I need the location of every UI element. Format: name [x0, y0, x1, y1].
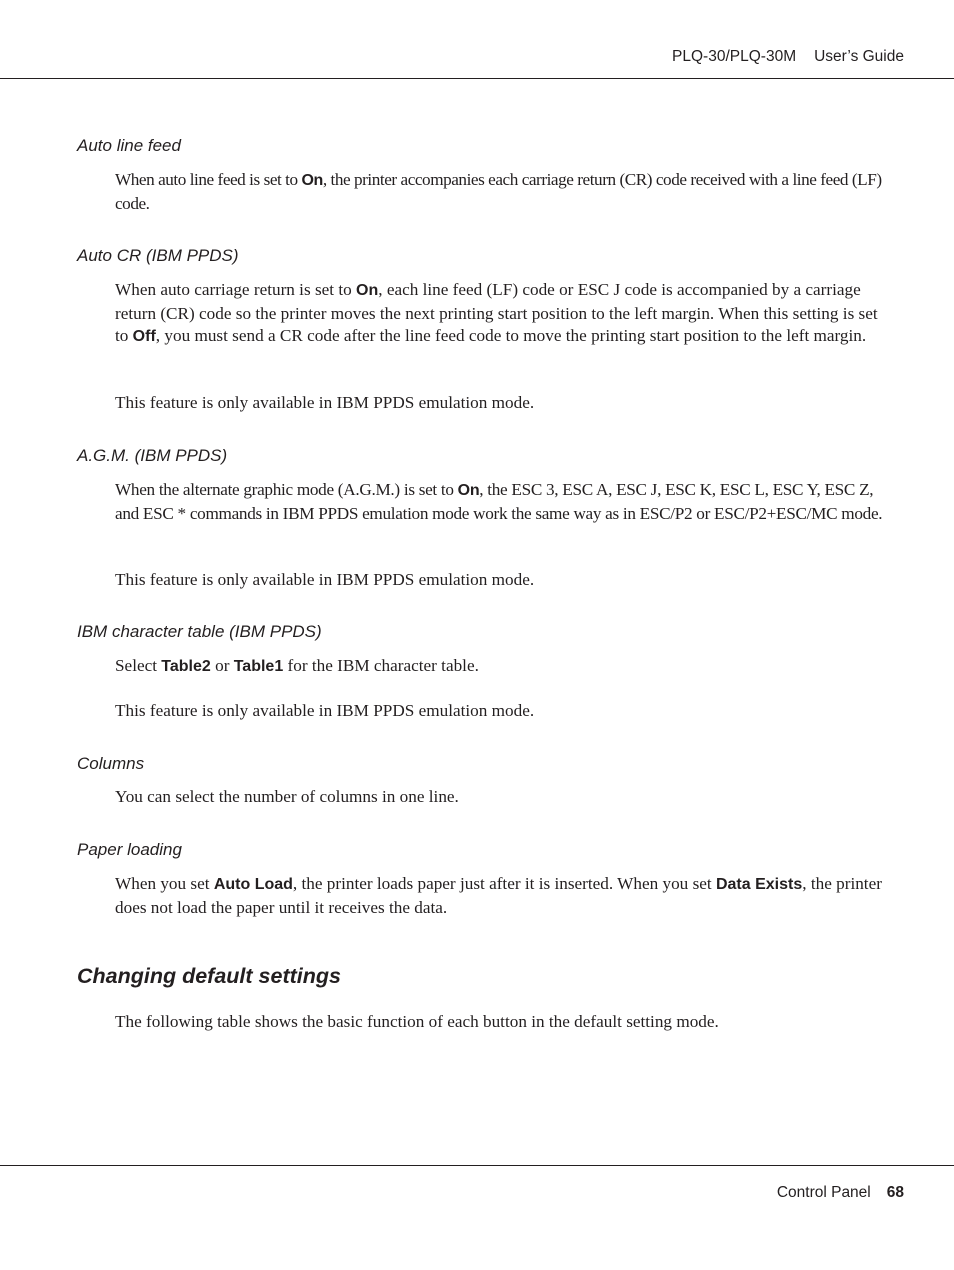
paragraph-ibm-character-table: Select Table2 or Table1 for the IBM character table. — [115, 656, 479, 675]
paragraph-auto-cr-note: This feature is only available in IBM PPDS emulation mode. — [115, 393, 535, 412]
running-footer — [777, 1184, 904, 1202]
header-product: PLQ-30/PLQ-30M — [672, 48, 797, 65]
running-header — [672, 48, 904, 66]
paragraph-columns: You can select the number of columns in one line. — [115, 787, 459, 806]
setting-on: On — [457, 482, 480, 499]
footer-rule — [0, 1165, 954, 1166]
heading-paper-loading: Paper loading — [77, 840, 182, 859]
page-number: 68 — [886, 1184, 904, 1201]
heading-ibm-character-table: IBM character table (IBM PPDS) — [77, 622, 322, 641]
paragraph-changing-default-settings: The following table shows the basic function of each button in the default setting mode. — [115, 1012, 719, 1031]
paragraph-auto-line-feed: When auto line feed is set to On, the printer accompanies each carriage return (CR) code received with a line feed (LF) code. — [115, 170, 882, 213]
footer-section: Control Panel — [776, 1184, 871, 1201]
setting-table2: Table2 — [161, 658, 211, 675]
header-rule — [0, 78, 954, 79]
setting-data-exists: Data Exists — [715, 876, 803, 893]
setting-auto-load: Auto Load — [213, 876, 293, 893]
paragraph-agm: When the alternate graphic mode (A.G.M.) is set to On, the ESC 3, ESC A, ESC J, ESC K, ESC L, ESC Y, ESC Z, and ESC * commands in IBM PPDS emulation mode work the same way as in ESC/P2 or ESC/P2+ESC/MC mode. — [115, 480, 883, 523]
section-title-changing-default-settings: Changing default settings — [77, 964, 341, 988]
heading-agm: A.G.M. (IBM PPDS) — [77, 446, 228, 465]
setting-on: On — [301, 172, 323, 189]
heading-auto-line-feed: Auto line feed — [77, 136, 181, 155]
setting-table1: Table1 — [233, 658, 284, 675]
heading-columns: Columns — [77, 754, 145, 773]
paragraph-ibm-character-table-note: This feature is only available in IBM PPDS emulation mode. — [115, 701, 535, 720]
setting-off: Off — [132, 328, 156, 346]
heading-auto-cr: Auto CR (IBM PPDS) — [77, 246, 239, 265]
paragraph-agm-note: This feature is only available in IBM PPDS emulation mode. — [115, 570, 535, 589]
paragraph-paper-loading: When you set Auto Load, the printer loads paper just after it is inserted. When you set Data Exists, the printer does not load the paper until it receives the data. — [115, 874, 882, 917]
paragraph-auto-cr: When auto carriage return is set to On, each line feed (LF) code or ESC J code is accompanied by a carriage return (CR) code so the printer moves the next printing start position to the left margin. When this setting is set to Off, you must send a CR code after the line feed code to move the printing start position to the left margin. — [115, 280, 878, 346]
setting-on: On — [356, 282, 379, 299]
header-guide: User’s Guide — [814, 48, 904, 65]
